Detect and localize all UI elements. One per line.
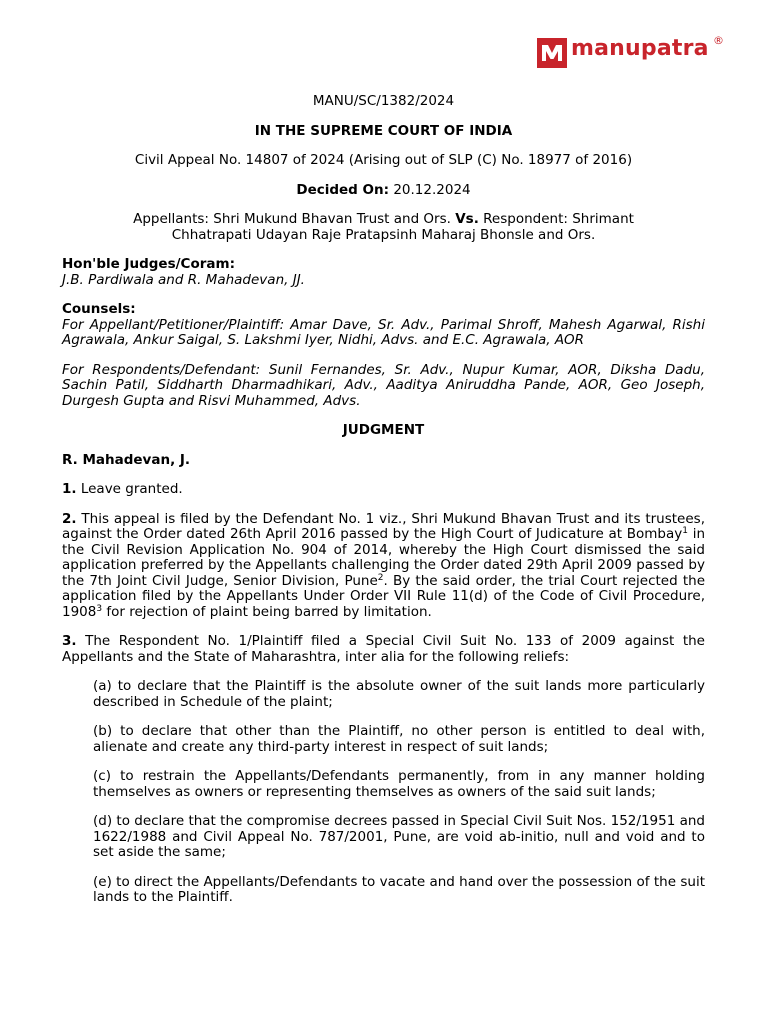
footnote-ref-3[interactable]: 3 <box>96 603 103 614</box>
registered-mark: ® <box>713 34 724 47</box>
para-text: in the Civil Revision Application No. 904 of 2014, whereby the High Court dismissed the said application preferred by the Appellants challenging the Order dated 29th April 2009 passed by the 7th Joint Civil Judge, Senior Division, Pune <box>62 526 705 589</box>
decided-date: 20.12.2024 <box>393 181 471 198</box>
judges-names: J.B. Pardiwala and R. Mahadevan, JJ. <box>62 271 305 288</box>
para-number: 3. <box>62 633 77 649</box>
manupatra-logo <box>537 36 732 70</box>
footnote-ref-2[interactable]: 2 <box>377 572 384 583</box>
author: R. Mahadevan, J. <box>62 451 191 468</box>
counsel-respondent: For Respondents/Defendant: Sunil Fernandes, Sr. Adv., Nupur Kumar, AOR, Diksha Dadu, Sachin Patil, Siddharth Dharmadhikari, Adv., Aaditya Aniruddha Pande, AOR, Geo Joseph, Durgesh Gupta and Risvi Muhammed, Advs. <box>62 361 705 409</box>
paragraph-3 <box>62 634 705 665</box>
decided-label: Decided On: <box>296 181 390 198</box>
paragraph-1 <box>62 482 705 498</box>
counsel-appellant: For Appellant/Petitioner/Plaintiff: Amar Dave, Sr. Adv., Parimal Shroff, Mahesh Agarwal, Rishi Agrawala, Ankur Saigal, S. Lakshmi Iyer, Nidhi, Advs. and E.C. Agrawala, AOR <box>62 316 705 348</box>
footnote-ref-1[interactable]: 1 <box>682 526 689 536</box>
relief-item: (e) to direct the Appellants/Defendants to vacate and hand over the possession of the suit lands to the Plaintiff. <box>93 873 705 905</box>
parties <box>62 212 705 243</box>
para-text: This appeal is filed by the Defendant No. 1 viz., Shri Mukund Bhavan Trust and its trustees, against the Order dated 26th April 2016 passed by the High Court of Judicature at Bombay <box>62 510 705 542</box>
relief-item: (a) to declare that the Plaintiff is the absolute owner of the suit lands more particularly described in Schedule of the plaint; <box>93 678 705 710</box>
para-text: The Respondent No. 1/Plaintiff filed a Special Civil Suit No. 133 of 2009 against the Appellants and the State of Maharashtra, inter alia for the following reliefs: <box>62 633 705 665</box>
court-name: IN THE SUPREME COURT OF INDIA <box>254 122 513 139</box>
appeal-number: Civil Appeal No. 14807 of 2024 (Arising out of SLP (C) No. 18977 of 2016) <box>134 152 633 168</box>
paragraph-2 <box>62 512 705 621</box>
relief-item: (d) to declare that the compromise decrees passed in Special Civil Suit Nos. 152/1951 and 1622/1988 and Civil Appeal No. 787/2001, Pune, are void ab-initio, null and void and to set aside the same; <box>93 813 705 860</box>
manupatra-logo-icon <box>537 38 567 68</box>
logo-wordmark: manupatra <box>571 36 709 61</box>
judges-label: Hon'ble Judges/Coram: <box>62 256 235 272</box>
counsels-label: Counsels: <box>62 301 136 317</box>
judgment-heading: JUDGMENT <box>342 422 425 438</box>
appellants: Appellants: Shri Mukund Bhavan Trust and Ors. <box>133 211 451 227</box>
para-number: 1. <box>62 481 77 497</box>
judgment-body <box>62 90 705 906</box>
respondent: Respondent: Shrimant Chhatrapati Udayan Raje Pratapsinh Maharaj Bhonsle and Ors. <box>171 211 634 243</box>
para-text: for rejection of plaint being barred by limitation. <box>102 603 432 620</box>
para-number: 2. <box>62 510 77 527</box>
relief-item: (b) to declare that other than the Plaintiff, no other person is entitled to deal with, alienate and create any third-party interest in respect of suit lands; <box>93 723 705 755</box>
versus: Vs. <box>455 211 479 227</box>
citation: MANU/SC/1382/2024 <box>312 93 455 109</box>
para-text: Leave granted. <box>80 481 183 497</box>
decided-on <box>62 183 705 199</box>
relief-item: (c) to restrain the Appellants/Defendants permanently, from in any manner holding themselves as owners or representing themselves as owners of the said suit lands; <box>93 768 705 800</box>
para-text: . By the said order, the trial Court rejected the application filed by the Appellants Under Order VII Rule 11(d) of the Code of Civil Procedure, 1908 <box>62 572 705 620</box>
